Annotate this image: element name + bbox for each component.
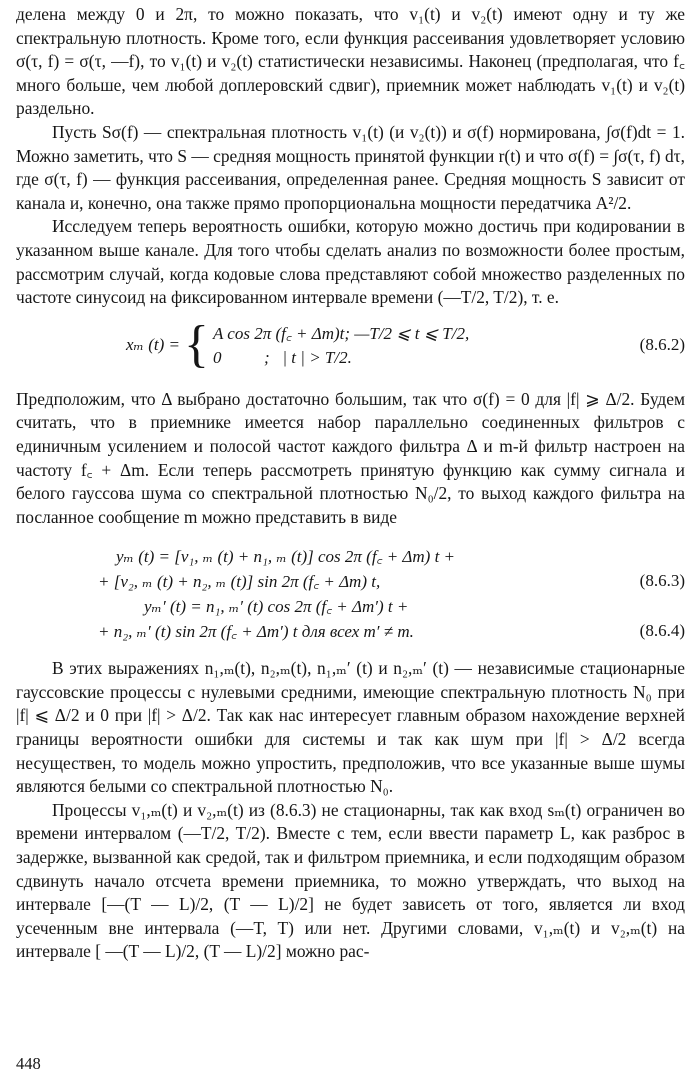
equation-case-1: A cos 2π (f꜀ + Δm)t; —T/2 ⩽ t ⩽ T/2, (212, 324, 470, 344)
paragraph-5: В этих выражениях n₁,ₘ(t), n₂,ₘ(t), n₁,ₘ′ (t) и n₂,ₘ′ (t) — независимые стационарные гауссовские процессы с нулевыми средними, имеющие спектральную плотность N₀ при |f| ⩽ Δ/2 и 0 при |f| > Δ/2. Так как нас интересует главным образом нахождение верхней границы вероятности ошибки для системы и так как шум при |f| > Δ/2 всегда несуществен, то модель можно упростить, предположив, что все указанные выше шумы являются белыми со спектральной плотностью N₀. (16, 658, 685, 797)
equation-number: (8.6.2) (639, 334, 685, 354)
equation-8-6-4-line-1 (16, 593, 685, 618)
equation-text: yₘ (t) = [v₁, ₘ (t) + n₁, ₘ (t)] cos 2π (f꜀ + Δm) t + (116, 547, 456, 567)
paragraph-2: Пусть Sσ(f) — спектральная плотность v₁(t) (и v₂(t)) и σ(f) нормирована, ∫σ(f)dt = 1. Можно заметить, что S — средняя мощность принятой функции r(t) и что σ(f) = ∫σ(τ, f) dτ, где σ(τ, f) — функция рассеивания, определенная ранее. Средняя мощность S зависит от канала и, конечно, она также прямо пропорциональна мощности передатчика A²/2. (16, 121, 685, 213)
equation-8-6-3-line-2 (16, 568, 685, 593)
equation-body (16, 315, 611, 373)
equation-text: + [v₂, ₘ (t) + n₂, ₘ (t)] sin 2π (f꜀ + Δm) t, (98, 572, 381, 592)
equation-8-6-3-and-8-6-4 (16, 543, 685, 643)
paragraph-6: Процессы v₁,ₘ(t) и v₂,ₘ(t) из (8.6.3) не стационарны, так как вход sₘ(t) ограничен во времени интервалом (—T/2, T/2). Вместе с тем, если ввести параметр L, как разброс в задержке, вызванной как средой, так и фильтром приемника, и если подходящим образом сдвинуть начало отсчета времени приемника, то можно утверждать, что выход на интервале [—(T — L)/2, (T — L)/2] не будет зависеть от того, является ли вход усеченным вне интервала (—T, T) или нет. Другими словами, v₁,ₘ(t) и v₂,ₘ(t) на интервале [ —(T — L)/2, (T — L)/2] можно рас- (16, 799, 685, 962)
equation-8-6-2 (16, 314, 685, 376)
equation-text: + n₂, ₘ′ (t) sin 2π (f꜀ + Δm′) t для всех m′ ≠ m. (98, 622, 414, 642)
page-number: 448 (16, 1054, 41, 1073)
left-brace: { (184, 315, 209, 373)
equation-text: yₘ′ (t) = n₁, ₘ′ (t) cos 2π (f꜀ + Δm′) t + (144, 597, 409, 617)
equation-8-6-4-line-2 (16, 618, 685, 643)
paragraph-3: Исследуем теперь вероятность ошибки, которую можно достичь при кодировании в указанном выше канале. Для того чтобы сделать анализ по возможности более простым, рассмотрим случай, когда кодовые слова представляют собой множество разделенных по частоте синусоид на фиксированном интервале времени (—T/2, T/2), т. е. (16, 216, 685, 308)
paragraph-4: Предположим, что Δ выбрано достаточно большим, так что σ(f) = 0 для |f| ⩾ Δ/2. Будем считать, что в приемнике имеется набор параллельно соединенных фильтров с единичным усилением и полосой частот каждого фильтра Δ и m-й фильтр настроен на частоту f꜀ + Δm. Если теперь рассмотреть принятую функцию как сумму сигнала и белого гауссова шума со спектральной плотностью N₀/2, то выход каждого фильтра на посланное сообщение m можно представить в виде (16, 388, 685, 527)
equation-number: (8.6.3) (639, 570, 685, 590)
equation-8-6-3-line-1 (16, 543, 685, 568)
equation-number: (8.6.4) (639, 620, 685, 640)
equation-case-2: 0 ; | t | > T/2. (212, 348, 352, 368)
paragraph-1: делена между 0 и 2π, то можно показать, что v₁(t) и v₂(t) имеют одну и ту же спектральную плотность. Кроме того, если функция рассеивания удовлетворяет условию σ(τ, f) = σ(τ, —f), то v₁(t) и v₂(t) статистически независимы. Наконец (предполагая, что f꜀ много больше, чем любой доплеровский сдвиг), приемник может наблюдать v₁(t) и v₂(t) раздельно. (16, 4, 685, 119)
equation-lhs: xₘ (t) = (126, 334, 180, 354)
equation-cases (213, 321, 469, 368)
